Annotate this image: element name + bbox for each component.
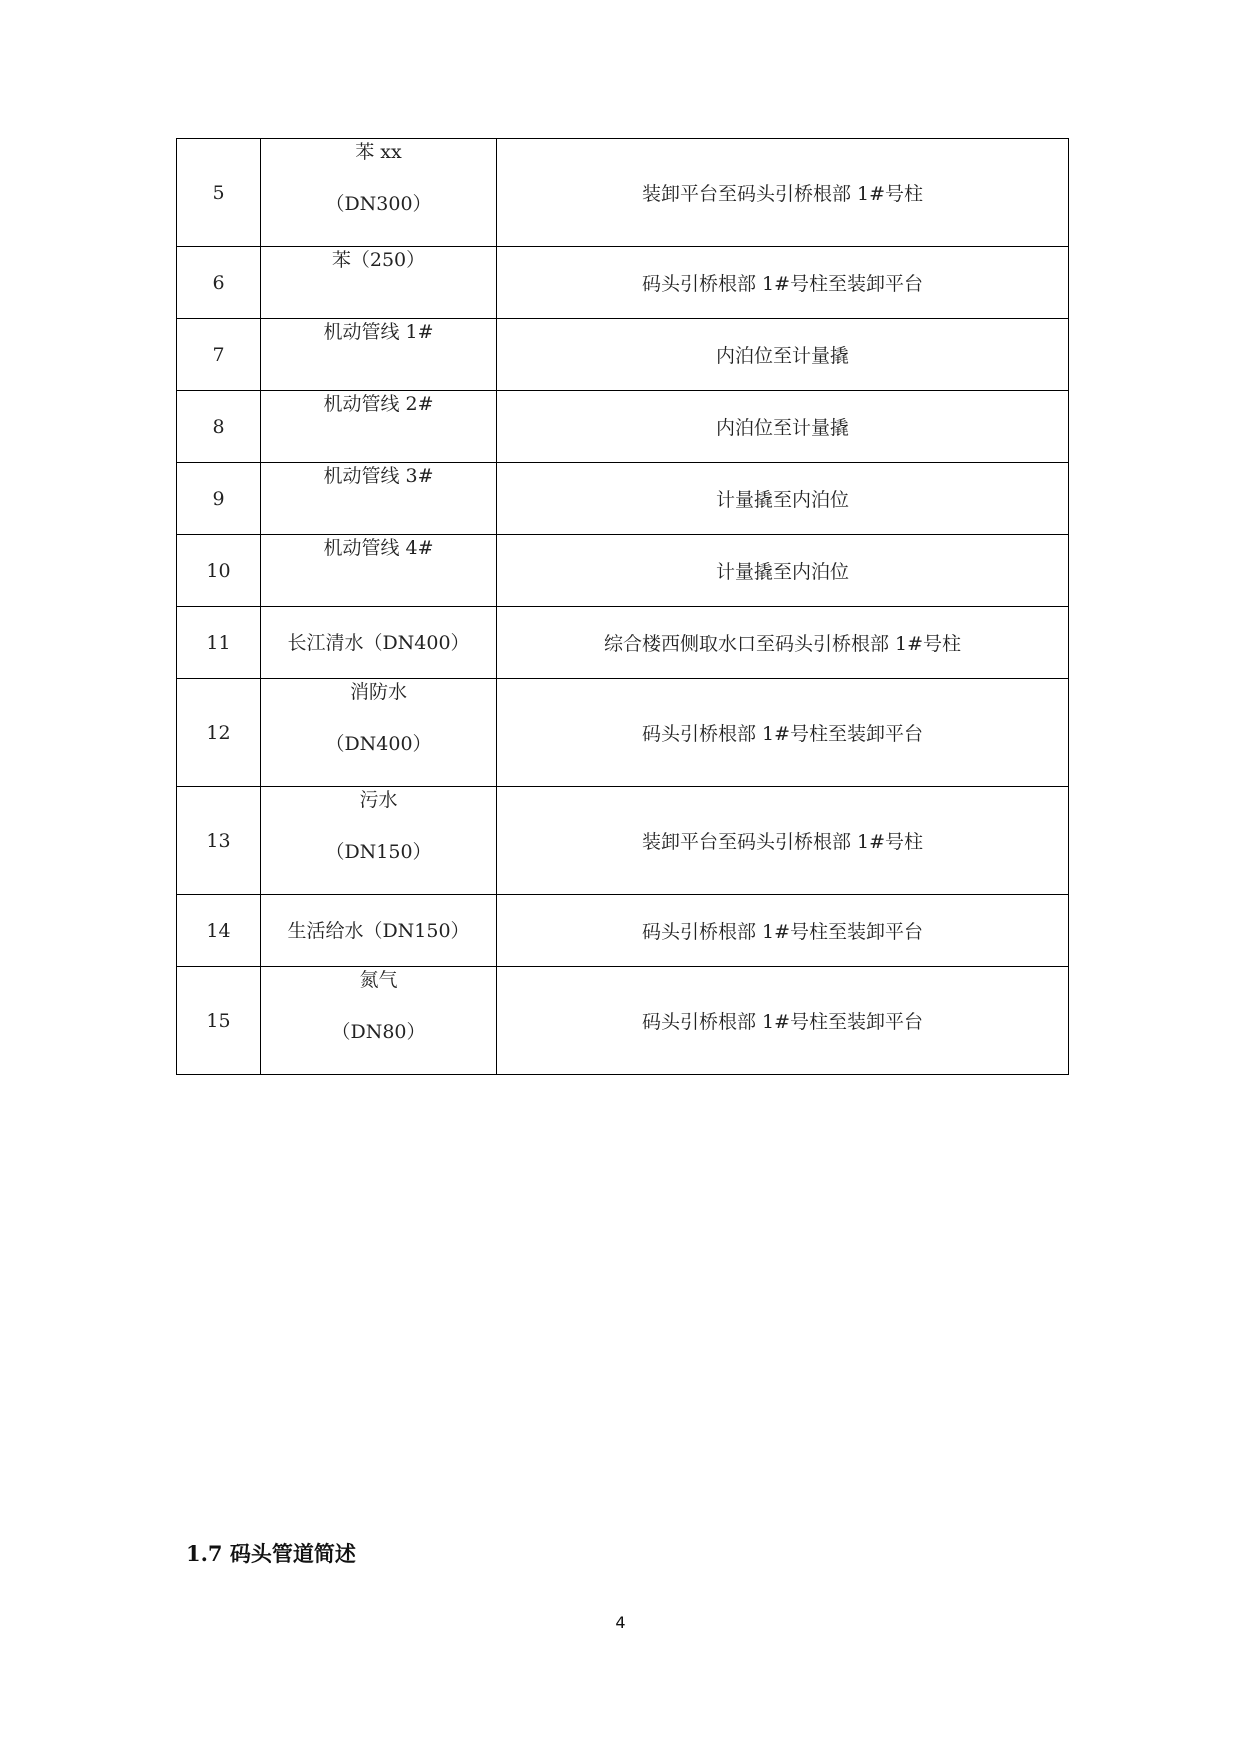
row-number: 10 <box>177 535 261 607</box>
pipeline-name-line1: 污水 <box>359 789 398 811</box>
pipeline-route: 计量撬至内泊位 <box>497 463 1069 535</box>
table-row <box>177 967 1069 1075</box>
pipeline-name-line1: 机动管线 3# <box>323 465 434 487</box>
pipeline-route: 装卸平台至码头引桥根部 1#号柱 <box>497 787 1069 895</box>
table-row <box>177 391 1069 463</box>
pipeline-name-line1: 机动管线 2# <box>323 393 434 415</box>
pipeline-route: 内泊位至计量撬 <box>497 319 1069 391</box>
pipeline-name-line2: （DN400） <box>325 733 432 755</box>
table-row <box>177 247 1069 319</box>
pipeline-name <box>261 247 497 319</box>
pipeline-name-line1: 机动管线 1# <box>323 321 434 343</box>
pipeline-route: 计量撬至内泊位 <box>497 535 1069 607</box>
table-row <box>177 895 1069 967</box>
pipeline-route: 内泊位至计量撬 <box>497 391 1069 463</box>
row-number: 8 <box>177 391 261 463</box>
pipeline-table <box>176 138 1069 1075</box>
pipeline-name <box>261 787 497 895</box>
pipeline-name <box>261 391 497 463</box>
pipeline-route: 装卸平台至码头引桥根部 1#号柱 <box>497 139 1069 247</box>
row-number: 11 <box>177 607 261 679</box>
row-number: 15 <box>177 967 261 1075</box>
pipeline-name-line1: 机动管线 4# <box>323 537 434 559</box>
section-heading: 1.7 码头管道简述 <box>186 1541 356 1566</box>
table-row <box>177 679 1069 787</box>
table-row <box>177 607 1069 679</box>
pipeline-name <box>261 319 497 391</box>
pipeline-route: 码头引桥根部 1#号柱至装卸平台 <box>497 247 1069 319</box>
pipeline-name <box>261 139 497 247</box>
row-number: 5 <box>177 139 261 247</box>
row-number: 14 <box>177 895 261 967</box>
pipeline-route: 码头引桥根部 1#号柱至装卸平台 <box>497 967 1069 1075</box>
pipeline-name <box>261 679 497 787</box>
row-number: 6 <box>177 247 261 319</box>
row-number: 7 <box>177 319 261 391</box>
pipeline-route: 综合楼西侧取水口至码头引桥根部 1#号柱 <box>497 607 1069 679</box>
pipeline-name-line1: 苯 xx <box>355 141 402 163</box>
row-number: 9 <box>177 463 261 535</box>
row-number: 13 <box>177 787 261 895</box>
pipeline-route: 码头引桥根部 1#号柱至装卸平台 <box>497 679 1069 787</box>
pipeline-name <box>261 967 497 1075</box>
pipeline-name-line2: （DN300） <box>325 193 432 215</box>
table-row <box>177 787 1069 895</box>
pipeline-name <box>261 463 497 535</box>
pipeline-name-line1: 生活给水（DN150） <box>287 919 470 942</box>
table-row <box>177 463 1069 535</box>
pipeline-route: 码头引桥根部 1#号柱至装卸平台 <box>497 895 1069 967</box>
pipeline-name-line1: 氮气 <box>359 969 398 991</box>
pipeline-name-line1: 长江清水（DN400） <box>287 631 470 654</box>
table-row <box>177 535 1069 607</box>
table-row <box>177 139 1069 247</box>
table-row <box>177 319 1069 391</box>
pipeline-name-line2: （DN80） <box>331 1021 426 1043</box>
page-number: 4 <box>615 1613 626 1632</box>
pipeline-name <box>261 895 497 967</box>
pipeline-name-line1: 消防水 <box>349 681 407 703</box>
row-number: 12 <box>177 679 261 787</box>
pipeline-name <box>261 607 497 679</box>
pipeline-name-line1: 苯（250） <box>331 249 426 271</box>
pipeline-name <box>261 535 497 607</box>
pipeline-name-line2: （DN150） <box>325 841 432 863</box>
